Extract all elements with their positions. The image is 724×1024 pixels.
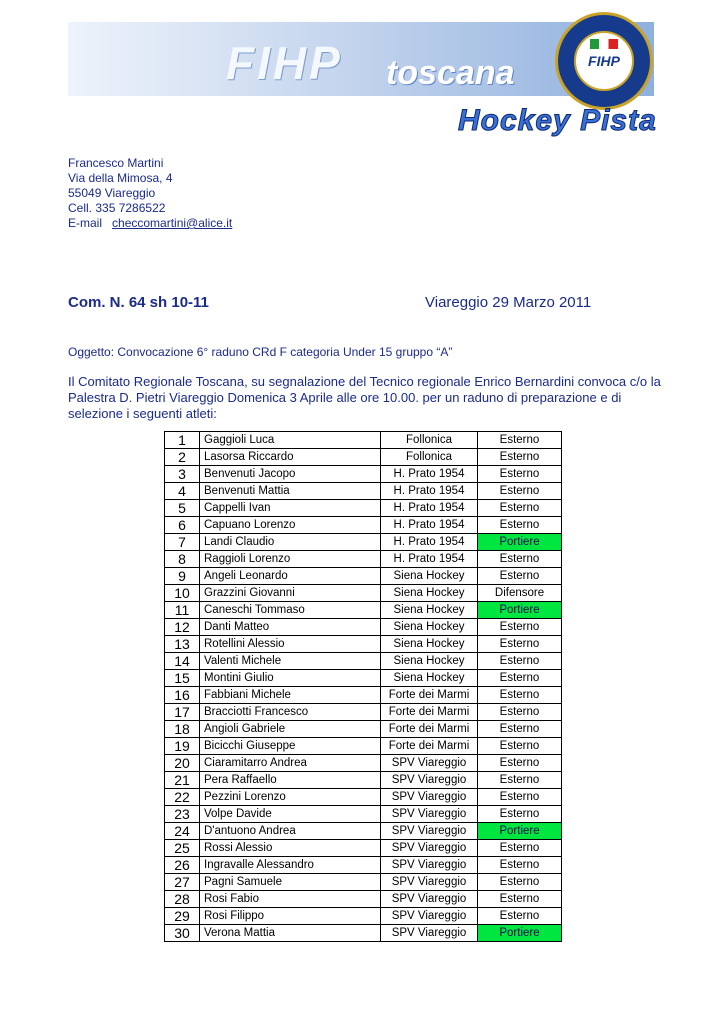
table-row — [165, 840, 562, 857]
athlete-number: 11 — [165, 602, 200, 619]
athlete-number: 4 — [165, 483, 200, 500]
table-row — [165, 806, 562, 823]
athlete-name: Landi Claudio — [200, 534, 381, 551]
athlete-team: H. Prato 1954 — [381, 500, 478, 517]
athlete-role: Esterno — [478, 568, 562, 585]
athlete-number: 21 — [165, 772, 200, 789]
athlete-role: Esterno — [478, 772, 562, 789]
athletes-table — [164, 431, 562, 942]
table-row — [165, 483, 562, 500]
athlete-name: Cappelli Ivan — [200, 500, 381, 517]
table-row — [165, 772, 562, 789]
athlete-number: 13 — [165, 636, 200, 653]
table-row — [165, 534, 562, 551]
table-row — [165, 619, 562, 636]
sender-block — [68, 156, 232, 231]
athlete-number: 5 — [165, 500, 200, 517]
sender-email-row — [68, 216, 232, 231]
table-row — [165, 789, 562, 806]
athlete-team: H. Prato 1954 — [381, 517, 478, 534]
athlete-team: Siena Hockey — [381, 636, 478, 653]
italian-flag-icon — [590, 39, 618, 49]
athlete-team: SPV Viareggio — [381, 840, 478, 857]
table-row — [165, 891, 562, 908]
athlete-role: Esterno — [478, 755, 562, 772]
letter-date: Viareggio 29 Marzo 2011 — [425, 294, 592, 311]
table-row — [165, 551, 562, 568]
athlete-name: Pezzini Lorenzo — [200, 789, 381, 806]
athlete-role: Esterno — [478, 500, 562, 517]
athlete-number: 23 — [165, 806, 200, 823]
athlete-team: Forte dei Marmi — [381, 738, 478, 755]
athlete-number: 1 — [165, 432, 200, 449]
table-row — [165, 670, 562, 687]
athlete-role: Esterno — [478, 432, 562, 449]
athlete-number: 6 — [165, 517, 200, 534]
athlete-number: 9 — [165, 568, 200, 585]
athlete-name: Volpe Davide — [200, 806, 381, 823]
subject-line: Oggetto: Convocazione 6° raduno CRd F categoria Under 15 gruppo “A” — [68, 345, 453, 359]
athlete-name: Gaggioli Luca — [200, 432, 381, 449]
athlete-number: 14 — [165, 653, 200, 670]
athlete-team: Siena Hockey — [381, 602, 478, 619]
athlete-team: SPV Viareggio — [381, 823, 478, 840]
athlete-team: SPV Viareggio — [381, 908, 478, 925]
athlete-name: Lasorsa Riccardo — [200, 449, 381, 466]
athlete-name: Bracciotti Francesco — [200, 704, 381, 721]
athlete-number: 20 — [165, 755, 200, 772]
athlete-name: Danti Matteo — [200, 619, 381, 636]
athlete-role: Esterno — [478, 551, 562, 568]
athlete-role: Esterno — [478, 874, 562, 891]
email-label: E-mail — [68, 216, 103, 230]
athlete-role: Esterno — [478, 891, 562, 908]
athlete-team: SPV Viareggio — [381, 857, 478, 874]
athlete-team: SPV Viareggio — [381, 755, 478, 772]
table-row — [165, 500, 562, 517]
athlete-role: Portiere — [478, 534, 562, 551]
athlete-team: Siena Hockey — [381, 568, 478, 585]
athlete-name: Grazzini Giovanni — [200, 585, 381, 602]
athlete-number: 2 — [165, 449, 200, 466]
athlete-name: Benvenuti Jacopo — [200, 466, 381, 483]
athlete-role: Esterno — [478, 704, 562, 721]
athlete-name: Ingravalle Alessandro — [200, 857, 381, 874]
athlete-name: Rotellini Alessio — [200, 636, 381, 653]
table-row — [165, 704, 562, 721]
communication-number: Com. N. 64 sh 10-11 — [68, 294, 209, 311]
athlete-number: 22 — [165, 789, 200, 806]
federation-seal-logo — [555, 12, 653, 110]
athlete-role: Esterno — [478, 687, 562, 704]
athlete-name: Rossi Alessio — [200, 840, 381, 857]
athlete-team: Siena Hockey — [381, 670, 478, 687]
athlete-number: 15 — [165, 670, 200, 687]
banner-region-text: toscana — [386, 54, 515, 92]
athlete-number: 24 — [165, 823, 200, 840]
table-row — [165, 636, 562, 653]
athlete-name: Rosi Filippo — [200, 908, 381, 925]
athlete-role: Esterno — [478, 619, 562, 636]
athlete-team: H. Prato 1954 — [381, 551, 478, 568]
athlete-name: Benvenuti Mattia — [200, 483, 381, 500]
athlete-number: 27 — [165, 874, 200, 891]
table-row — [165, 721, 562, 738]
athlete-name: Fabbiani Michele — [200, 687, 381, 704]
athlete-number: 8 — [165, 551, 200, 568]
athlete-name: Ciaramitarro Andrea — [200, 755, 381, 772]
table-row — [165, 908, 562, 925]
athlete-team: H. Prato 1954 — [381, 466, 478, 483]
athlete-number: 10 — [165, 585, 200, 602]
athlete-name: Caneschi Tommaso — [200, 602, 381, 619]
athlete-role: Esterno — [478, 466, 562, 483]
hockey-pista-logo: Hockey Pista — [458, 104, 657, 137]
athlete-number: 16 — [165, 687, 200, 704]
table-row — [165, 449, 562, 466]
athlete-team: Forte dei Marmi — [381, 687, 478, 704]
banner-fihp-text: FIHP — [226, 37, 343, 89]
athlete-name: Pera Raffaello — [200, 772, 381, 789]
table-row — [165, 823, 562, 840]
athlete-name: Bicicchi Giuseppe — [200, 738, 381, 755]
athlete-role: Difensore — [478, 585, 562, 602]
sender-phone: Cell. 335 7286522 — [68, 201, 166, 215]
athlete-team: H. Prato 1954 — [381, 534, 478, 551]
athlete-number: 18 — [165, 721, 200, 738]
table-row — [165, 755, 562, 772]
athlete-number: 7 — [165, 534, 200, 551]
athlete-role: Esterno — [478, 738, 562, 755]
table-row — [165, 874, 562, 891]
athlete-role: Esterno — [478, 517, 562, 534]
athlete-team: Follonica — [381, 432, 478, 449]
athlete-name: Raggioli Lorenzo — [200, 551, 381, 568]
table-row — [165, 517, 562, 534]
athlete-role: Esterno — [478, 636, 562, 653]
athlete-role: Esterno — [478, 653, 562, 670]
athlete-role: Esterno — [478, 789, 562, 806]
athlete-number: 25 — [165, 840, 200, 857]
email-link[interactable]: checcomartini@alice.it — [112, 216, 233, 230]
athlete-name: Montini Giulio — [200, 670, 381, 687]
table-row — [165, 653, 562, 670]
athlete-team: SPV Viareggio — [381, 874, 478, 891]
sender-name: Francesco Martini — [68, 156, 164, 170]
seal-center — [574, 31, 634, 91]
athlete-role: Esterno — [478, 449, 562, 466]
athlete-role: Esterno — [478, 857, 562, 874]
athlete-team: Siena Hockey — [381, 653, 478, 670]
seal-fihp-text: FIHP — [588, 53, 620, 69]
sender-street: Via della Mimosa, 4 — [68, 171, 173, 185]
athlete-number: 26 — [165, 857, 200, 874]
athlete-role: Portiere — [478, 925, 562, 942]
athlete-name: Verona Mattia — [200, 925, 381, 942]
athlete-role: Esterno — [478, 483, 562, 500]
table-row — [165, 738, 562, 755]
athlete-name: Valenti Michele — [200, 653, 381, 670]
athlete-number: 28 — [165, 891, 200, 908]
athlete-team: SPV Viareggio — [381, 789, 478, 806]
athlete-number: 29 — [165, 908, 200, 925]
athlete-role: Esterno — [478, 721, 562, 738]
athlete-name: Capuano Lorenzo — [200, 517, 381, 534]
athlete-team: Follonica — [381, 449, 478, 466]
athlete-role: Esterno — [478, 840, 562, 857]
athlete-role: Portiere — [478, 602, 562, 619]
athlete-name: Pagni Samuele — [200, 874, 381, 891]
athlete-name: Angioli Gabriele — [200, 721, 381, 738]
athlete-role: Portiere — [478, 823, 562, 840]
athlete-role: Esterno — [478, 670, 562, 687]
table-row — [165, 466, 562, 483]
table-row — [165, 857, 562, 874]
athlete-team: Forte dei Marmi — [381, 704, 478, 721]
athlete-role: Esterno — [478, 806, 562, 823]
athlete-team: Forte dei Marmi — [381, 721, 478, 738]
athlete-team: H. Prato 1954 — [381, 483, 478, 500]
athlete-team: SPV Viareggio — [381, 925, 478, 942]
athlete-number: 19 — [165, 738, 200, 755]
table-row — [165, 687, 562, 704]
athlete-name: Angeli Leonardo — [200, 568, 381, 585]
athlete-team: Siena Hockey — [381, 585, 478, 602]
athlete-team: SPV Viareggio — [381, 891, 478, 908]
athlete-number: 30 — [165, 925, 200, 942]
athlete-role: Esterno — [478, 908, 562, 925]
table-row — [165, 585, 562, 602]
athlete-team: SPV Viareggio — [381, 806, 478, 823]
athlete-name: Rosi Fabio — [200, 891, 381, 908]
table-row — [165, 602, 562, 619]
body-paragraph: Il Comitato Regionale Toscana, su segnalazione del Tecnico regionale Enrico Bernardini convoca c/o la Palestra D. Pietri Viareggio Domenica 3 Aprile alle ore 10.00. per un raduno di preparazione e di selezione i seguenti atleti: — [68, 374, 661, 421]
athlete-number: 12 — [165, 619, 200, 636]
athlete-team: SPV Viareggio — [381, 772, 478, 789]
athlete-number: 3 — [165, 466, 200, 483]
sender-city: 55049 Viareggio — [68, 186, 156, 200]
athlete-name: D'antuono Andrea — [200, 823, 381, 840]
table-row — [165, 925, 562, 942]
athlete-number: 17 — [165, 704, 200, 721]
table-row — [165, 568, 562, 585]
table-row — [165, 432, 562, 449]
athlete-team: Siena Hockey — [381, 619, 478, 636]
